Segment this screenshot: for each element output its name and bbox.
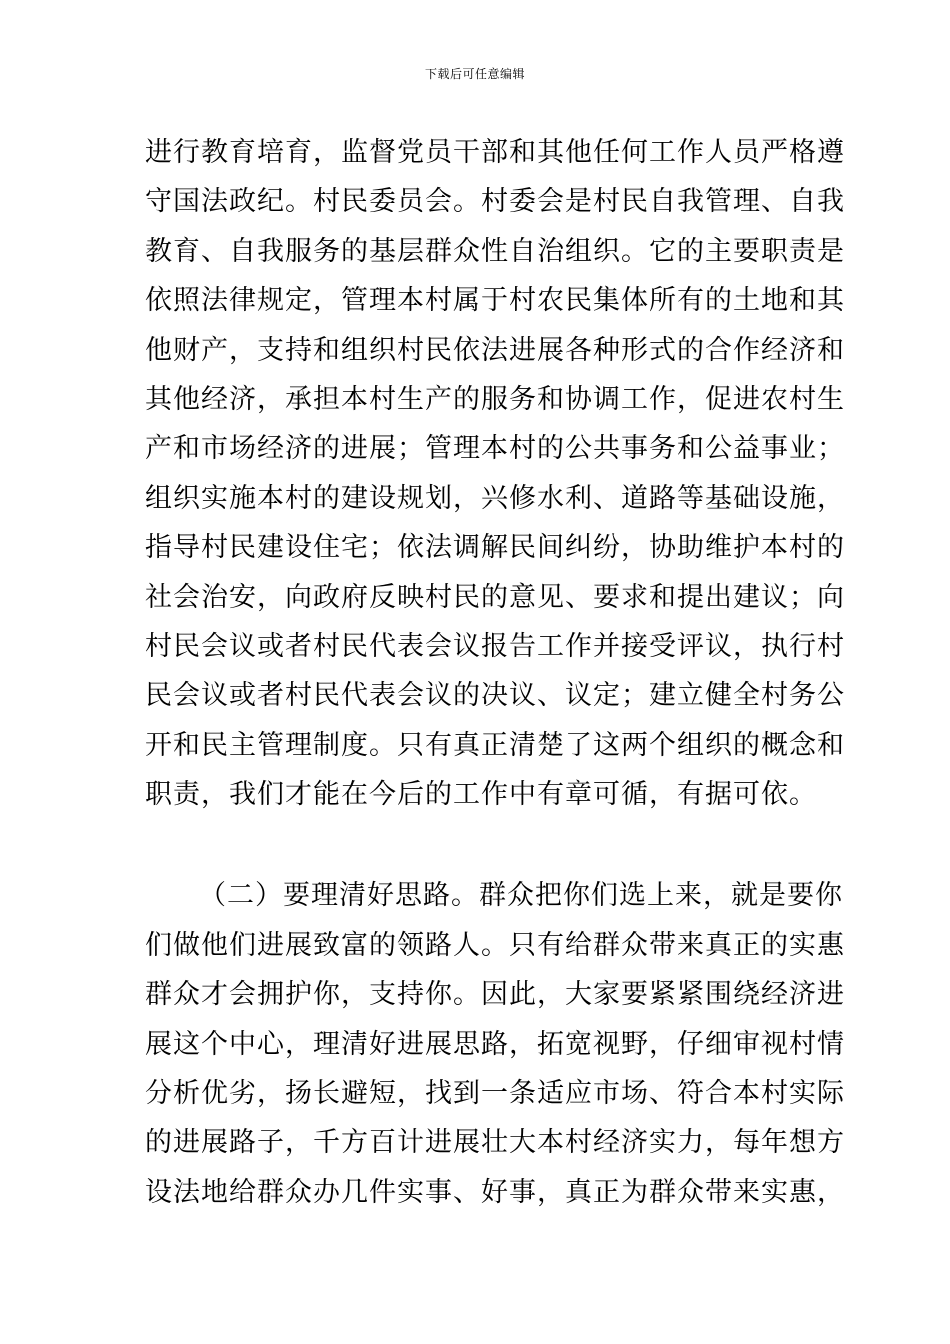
- text-line: 民会议或者村民代表会议的决议、议定；建立健全村务公: [145, 680, 845, 712]
- paragraph-2: [145, 871, 845, 1217]
- text-line: 分析优劣，扬长避短，找到一条适应市场、符合本村实际: [145, 1078, 845, 1110]
- paragraph-spacer: [145, 819, 807, 871]
- text-line: 们做他们进展致富的领路人。只有给群众带来真正的实惠: [145, 929, 845, 961]
- text-line: 指导村民建设住宅；依法调解民间纠纷，协助维护本村的: [145, 532, 845, 564]
- text-line: 进行教育培育，监督党员干部和其他任何工作人员严格遵: [145, 137, 845, 168]
- text-line: 依照法律规定，管理本村属于村农民集体所有的土地和其: [145, 285, 845, 317]
- text-line: （二）要理清好思路。群众把你们选上来，就是要你: [199, 880, 843, 912]
- page-header: 下载后可任意编辑: [424, 67, 525, 81]
- document-body: [145, 128, 845, 1217]
- text-line: 守国法政纪。村民委员会。村委会是村民自我管理、自我: [145, 186, 845, 218]
- text-line: 产和市场经济的进展；管理本村的公共事务和公益事业；: [145, 433, 845, 465]
- text-line: 组织实施本村的建设规划，兴修水利、道路等基础设施，: [145, 482, 845, 514]
- text-line: 设法地给群众办几件实事、好事，真正为群众带来实惠，: [145, 1176, 845, 1208]
- text-line: 其他经济，承担本村生产的服务和协调工作，促进农村生: [145, 383, 845, 415]
- text-line: 教育、自我服务的基层群众性自治组织。它的主要职责是: [145, 235, 845, 267]
- paragraph-1: [145, 128, 845, 819]
- text-line: 开和民主管理制度。只有真正清楚了这两个组织的概念和: [145, 729, 845, 761]
- text-line: 社会治安，向政府反映村民的意见、要求和提出建议；向: [145, 581, 845, 613]
- text-line: 村民会议或者村民代表会议报告工作并接受评议，执行村: [145, 630, 845, 662]
- text-line: 群众才会拥护你，支持你。因此，大家要紧紧围绕经济进: [145, 979, 845, 1011]
- text-line: 的进展路子，千方百计进展壮大本村经济实力，每年想方: [145, 1127, 845, 1159]
- text-line: 职责，我们才能在今后的工作中有章可循，有据可依。: [145, 779, 817, 811]
- text-line: 他财产，支持和组织村民依法进展各种形式的合作经济和: [145, 334, 845, 366]
- text-line: 展这个中心，理清好进展思路，拓宽视野，仔细审视村情: [145, 1028, 845, 1060]
